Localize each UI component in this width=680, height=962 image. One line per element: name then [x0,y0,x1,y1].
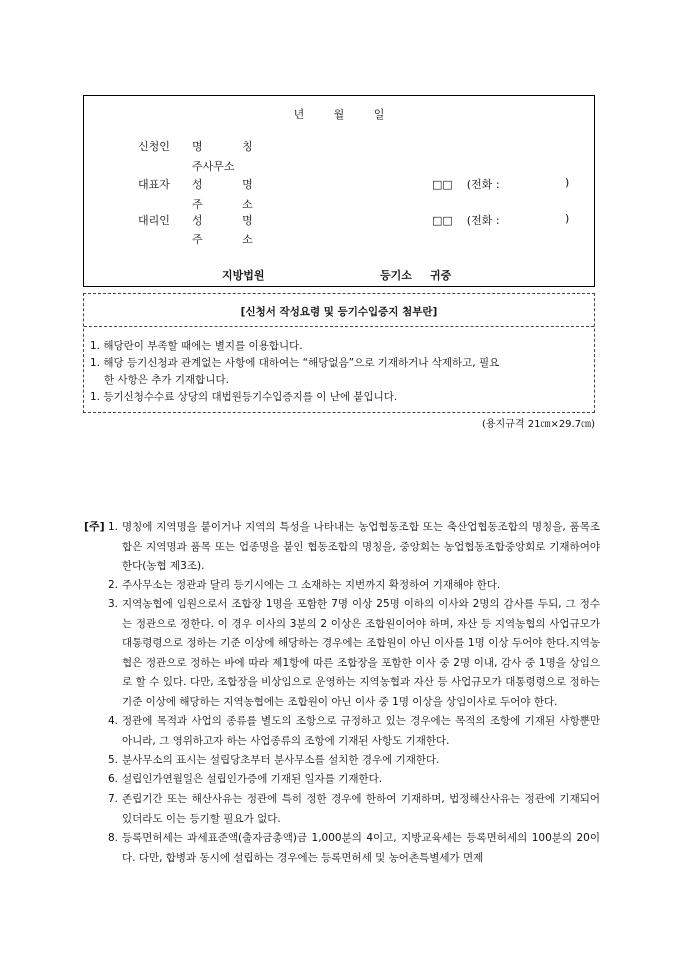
footnote-item: 4. 정관에 목적과 사업의 종류를 별도의 조항으로 규정하고 있는 경우에는 목적의 조항에 기재된 사항뿐만 아니라, 그 영위하고자 하는 사업종류의 조항에 기재된 사항도 기재한다. [108,715,600,747]
registry-office: 등기소 [380,269,412,282]
representative-phone-label: (전화 : [466,178,500,191]
agent-address-label: 주 소 [192,233,271,246]
agent-seal-box: □□ [432,214,453,227]
addressee: 귀중 [430,269,452,282]
footnote-item: 7. 존립기간 또는 해산사유는 정관에 특히 정한 경우에 한하여 기재하며, 법정해산사유는 정관에 기재되어 있더라도 이는 등기할 필요가 없다. [108,793,600,825]
footnote-item: 5. 분사무소의 표시는 설립당초부터 분사무소를 설치한 경우에 기재한다. [108,754,440,766]
instructions-list [90,338,590,406]
court-name: 지방법원 [222,269,265,282]
instruction-item: 1. 해당란이 부족할 때에는 별지를 이용합니다. [90,340,303,352]
agent-name-label: 성 명 [192,214,271,227]
footnote-item: 8. 등록면허세는 과세표준액(출자금총액)금 1,000분의 4이고, 지방교육세는 등록면허세의 100분의 20이다. 다만, 합병과 동시에 설립하는 경우에는 등록면허세 및 농어촌특별세가 면제 [108,832,600,864]
instruction-item: 1. 등기신청수수료 상당의 대법원등기수입증지를 이 난에 붙입니다. [90,391,398,403]
agent-phone-label: (전화 : [466,214,500,227]
date-line[interactable]: 년 월 일 [293,108,385,121]
applicant-name-label: 명 칭 [192,140,271,153]
application-form-box [83,95,595,287]
representative-phone[interactable] [432,176,570,192]
applicant-office-label: 주사무소 [192,160,235,173]
instructions-box [83,293,595,413]
instructions-title: [신청서 작성요령 및 등기수입증지 첨부란] [240,306,438,318]
instructions-divider [84,326,594,327]
representative-address-label: 주 소 [192,198,271,211]
footnotes-head: [주] [84,520,105,533]
footnote-item: 1. 명칭에 지역명을 붙이거나 지역의 특성을 나타내는 농업협동조합 또는 축산업협동조합의 명칭을, 품목조합은 지역명과 품목 또는 업종명을 붙인 협동조합의 명칭을, 중앙회는 농업협동조합중앙회로 기재하여야 한다(농협 제3조). [108,521,600,572]
footnote-item: 2. 주사무소는 정관과 달리 등기시에는 그 소재하는 지번까지 확정하여 기재해야 한다. [108,579,501,591]
footnote-item: 6. 설립인가연월일은 설립인가증에 기재된 일자를 기재한다. [108,773,383,785]
footnote-item: 3. 지역농협에 임원으로서 조합장 1명을 포함한 7명 이상 25명 이하의 이사와 2명의 감사를 두되, 그 정수는 정관으로 정한다. 이 경우 이사의 3분의 2 이상은 조합원이어야 하며, 자산 등 지역농협의 사업규모가 대통령령으로 정하는 기준 이상에 해당하는 경우에는 조합원이 아닌 이사를 1명 이상 두어야 한다.지역농협은 정관으로 정하는 바에 따라 제1항에 따른 조합장을 포함한 이사 중 2명 이내, 감사 중 1명을 상임으로 할 수 있다. 다만, 조합장을 비상임으로 운영하는 지역농협과 자산 등 사업규모가 대통령령으로 정하는 기준 이상에 해당하는 지역농협에는 조합원이 아닌 이사 중 1명 이상을 상임이사로 두어야 한다. [108,598,600,708]
applicant-label: 신청인 [138,140,170,153]
representative-seal-box: □□ [432,178,453,191]
representative-label: 대표자 [138,178,170,191]
representative-phone-close: ) [565,176,570,189]
instruction-item: 1. 해당 등기신청과 관계없는 사항에 대하여는 “해당없음”으로 기재하거나 삭제하고, 필요 한 사항은 추가 기재합니다. [90,357,500,386]
paper-size-note: (용지규격 21㎝×29.7㎝) [482,419,595,430]
agent-label: 대리인 [138,214,170,227]
agent-phone[interactable] [432,212,570,228]
agent-phone-close: ) [565,212,570,225]
representative-name-label: 성 명 [192,178,271,191]
